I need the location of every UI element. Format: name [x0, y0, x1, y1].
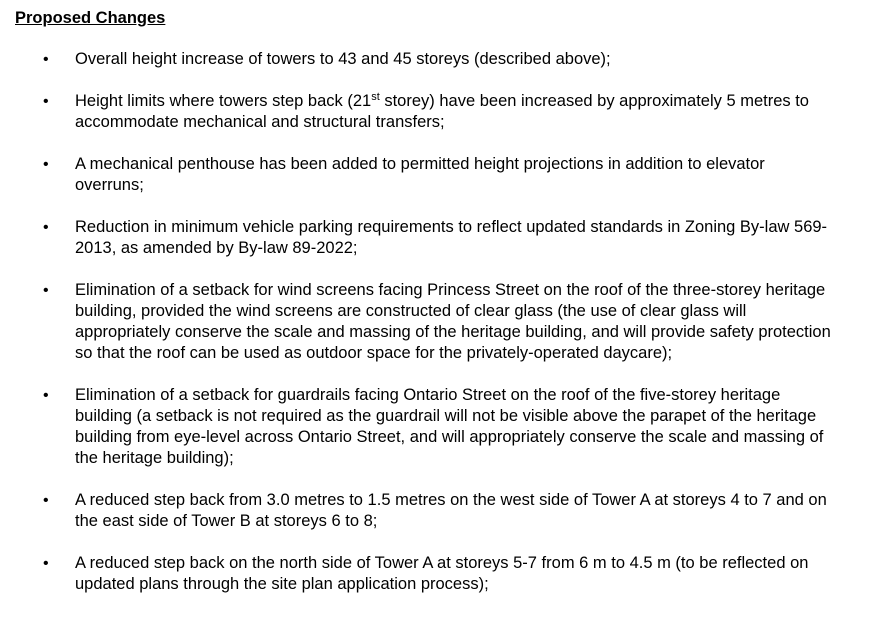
list-item-text: A reduced step back from 3.0 metres to 1.5 metres on the west side of Tower A at storeys 4 to 7 and on the east side of Tower B at storeys 6 to 8;: [75, 491, 827, 530]
list-item: [0, 553, 871, 595]
list-item: [0, 91, 871, 133]
list-item-text: A reduced step back on the north side of Tower A at storeys 5-7 from 6 m to 4.5 m (to be reflected on updated plans through the site plan application process);: [75, 554, 809, 593]
list-item: [0, 49, 871, 70]
list-item: [0, 490, 871, 532]
list-item-text: Elimination of a setback for guardrails facing Ontario Street on the roof of the five-storey heritage building (a setback is not required as the guardrail will not be visible above the parapet of the heritage building from eye-level across Ontario Street, and will appropriately conserve the scale and massing of the heritage building);: [75, 386, 824, 467]
bullet-icon: •: [43, 492, 49, 509]
list-item-text: A mechanical penthouse has been added to permitted height projections in addition to elevator overruns;: [75, 155, 765, 194]
list-item-text: Elimination of a setback for wind screens facing Princess Street on the roof of the three-storey heritage building, provided the wind screens are constructed of clear glass (the use of clear glass will appropriately conserve the scale and massing of the heritage building, and will provide safety protection so that the roof can be used as outdoor space for the privately-operated daycare);: [75, 281, 831, 362]
list-item: [0, 217, 871, 259]
bullet-icon: •: [43, 93, 49, 110]
bullet-icon: •: [43, 282, 49, 299]
list-item-text-start: Height limits where towers step back (21: [75, 92, 372, 110]
list-item-text: Overall height increase of towers to 43 and 45 storeys (described above);: [75, 50, 611, 68]
bullet-icon: •: [43, 51, 49, 68]
list-item: [0, 385, 871, 469]
list-item: [0, 154, 871, 196]
list-item: [0, 280, 871, 364]
superscript: st: [371, 91, 380, 103]
proposed-changes-list: [0, 49, 871, 616]
bullet-icon: •: [43, 156, 49, 173]
bullet-icon: •: [43, 387, 49, 404]
list-item-text: Reduction in minimum vehicle parking requirements to reflect updated standards in Zoning By-law 569-2013, as amended by By-law 89-2022;: [75, 218, 828, 257]
bullet-icon: •: [43, 219, 49, 236]
list-item-text-end: storey) have been increased by approximately 5 metres to accommodate mechanical and structural transfers;: [75, 92, 809, 131]
bullet-icon: •: [43, 555, 49, 572]
section-heading: Proposed Changes: [15, 9, 166, 27]
